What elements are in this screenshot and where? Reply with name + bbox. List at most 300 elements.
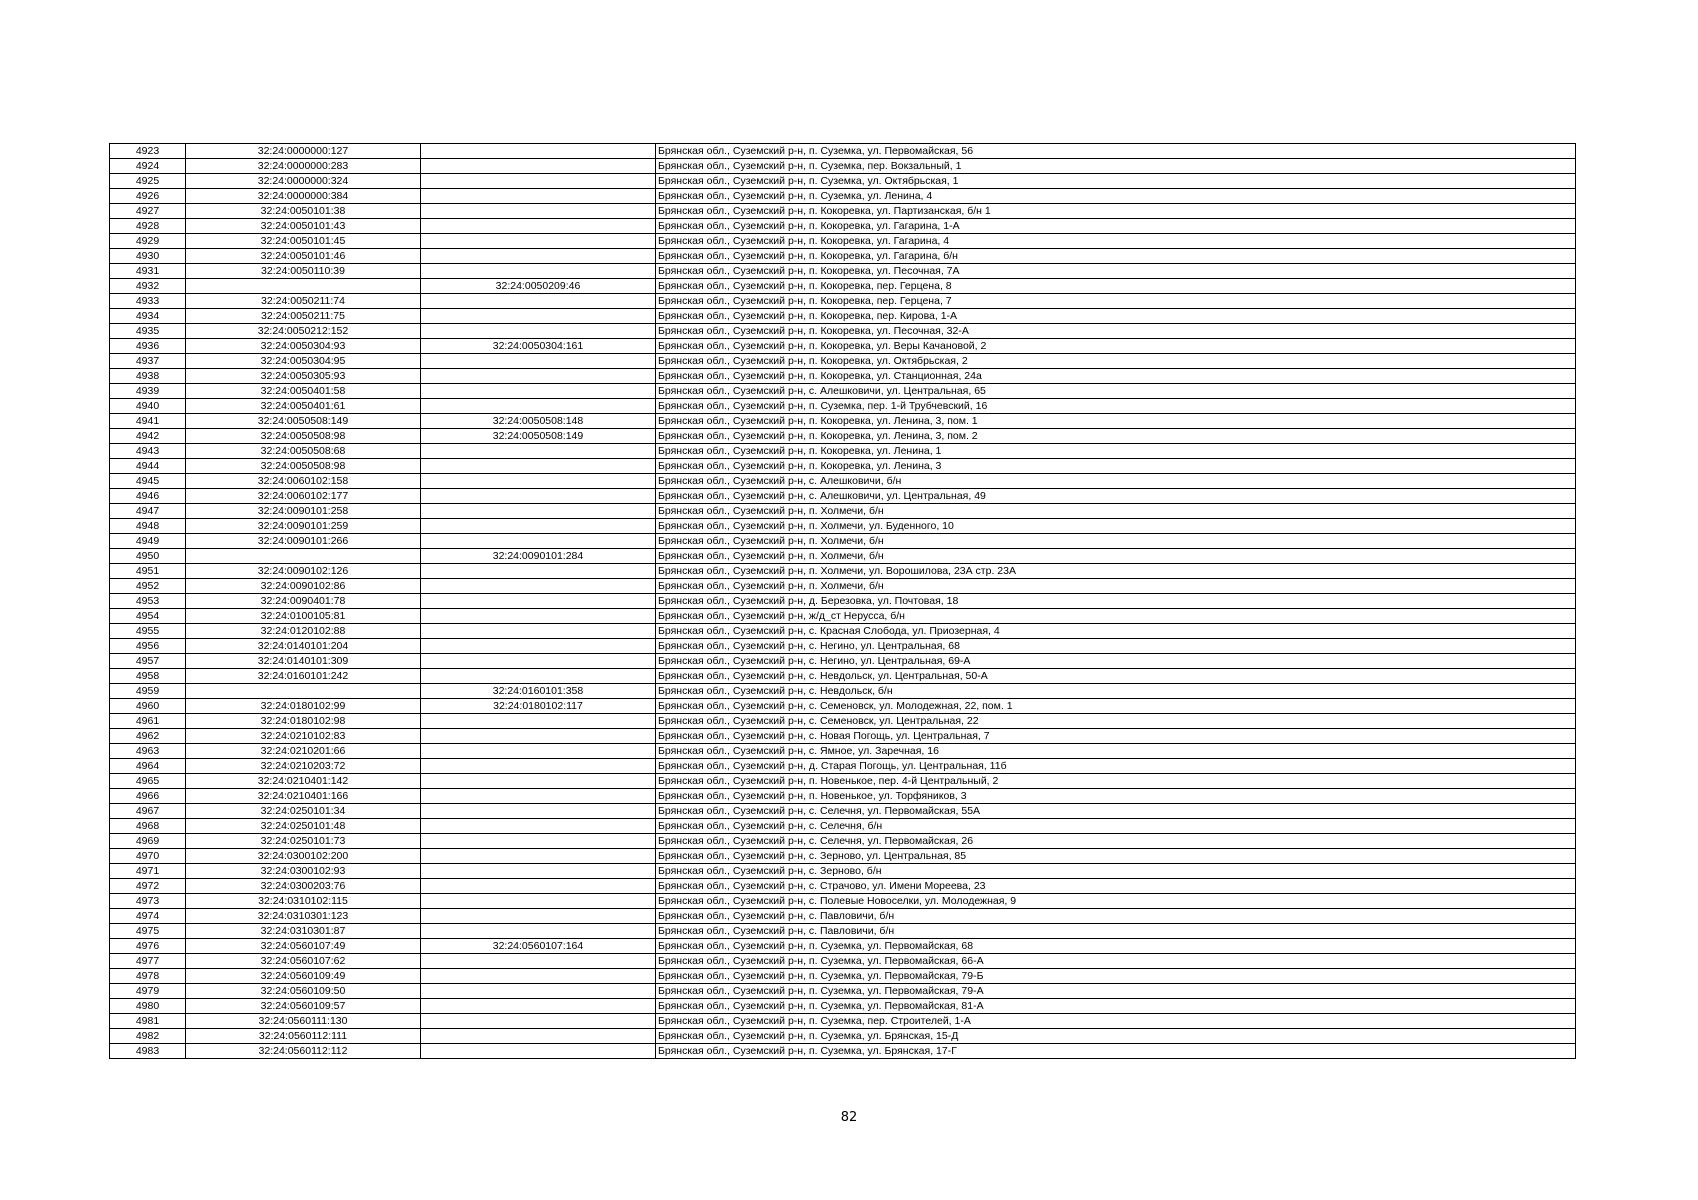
row-number-cell: 4923 [110, 144, 186, 159]
address-cell: Брянская обл., Суземский р-н, п. Кокоревка, ул. Ленина, 3 [656, 459, 1576, 474]
cadastral-number-cell: 32:24:0050101:46 [186, 249, 421, 264]
cadastral-number-cell: 32:24:0050110:39 [186, 264, 421, 279]
table-row [110, 564, 1576, 579]
row-number-cell: 4966 [110, 789, 186, 804]
table-row [110, 429, 1576, 444]
table-row [110, 234, 1576, 249]
row-number-cell: 4943 [110, 444, 186, 459]
table-row [110, 969, 1576, 984]
table-row [110, 924, 1576, 939]
address-cell: Брянская обл., Суземский р-н, с. Зерново, б/н [656, 864, 1576, 879]
address-cell: Брянская обл., Суземский р-н, с. Селечня, б/н [656, 819, 1576, 834]
table-row [110, 174, 1576, 189]
related-cadastral-number-cell [421, 234, 656, 249]
table-row [110, 609, 1576, 624]
cadastral-number-cell: 32:24:0050401:58 [186, 384, 421, 399]
related-cadastral-number-cell [421, 504, 656, 519]
cadastral-number-cell: 32:24:0140101:204 [186, 639, 421, 654]
row-number-cell: 4930 [110, 249, 186, 264]
related-cadastral-number-cell [421, 639, 656, 654]
address-cell: Брянская обл., Суземский р-н, с. Зерново, ул. Центральная, 85 [656, 849, 1576, 864]
table-row [110, 414, 1576, 429]
table-row [110, 639, 1576, 654]
related-cadastral-number-cell [421, 744, 656, 759]
cadastral-number-cell [186, 549, 421, 564]
cadastral-number-cell: 32:24:0090101:258 [186, 504, 421, 519]
related-cadastral-number-cell [421, 624, 656, 639]
table-row [110, 204, 1576, 219]
related-cadastral-number-cell [421, 264, 656, 279]
cadastral-number-cell: 32:24:0210203:72 [186, 759, 421, 774]
related-cadastral-number-cell [421, 714, 656, 729]
address-cell: Брянская обл., Суземский р-н, с. Негино, ул. Центральная, 69-А [656, 654, 1576, 669]
address-cell: Брянская обл., Суземский р-н, п. Суземка, пер. Вокзальный, 1 [656, 159, 1576, 174]
address-cell: Брянская обл., Суземский р-н, п. Суземка, ул. Первомайская, 56 [656, 144, 1576, 159]
address-cell: Брянская обл., Суземский р-н, п. Кокоревка, ул. Октябрьская, 2 [656, 354, 1576, 369]
table-row [110, 144, 1576, 159]
row-number-cell: 4936 [110, 339, 186, 354]
row-number-cell: 4971 [110, 864, 186, 879]
cadastral-number-cell: 32:24:0300102:200 [186, 849, 421, 864]
table-row [110, 504, 1576, 519]
cadastral-number-cell: 32:24:0090102:86 [186, 579, 421, 594]
address-cell: Брянская обл., Суземский р-н, п. Кокоревка, ул. Песочная, 7А [656, 264, 1576, 279]
cadastral-number-cell: 32:24:0050304:93 [186, 339, 421, 354]
row-number-cell: 4958 [110, 669, 186, 684]
row-number-cell: 4959 [110, 684, 186, 699]
related-cadastral-number-cell [421, 384, 656, 399]
address-cell: Брянская обл., Суземский р-н, п. Холмечи, ул. Буденного, 10 [656, 519, 1576, 534]
cadastral-number-cell: 32:24:0090101:259 [186, 519, 421, 534]
cadastral-number-cell: 32:24:0210401:142 [186, 774, 421, 789]
row-number-cell: 4924 [110, 159, 186, 174]
address-cell: Брянская обл., Суземский р-н, с. Полевые Новоселки, ул. Молодежная, 9 [656, 894, 1576, 909]
cadastral-number-cell: 32:24:0560109:57 [186, 999, 421, 1014]
row-number-cell: 4935 [110, 324, 186, 339]
related-cadastral-number-cell [421, 249, 656, 264]
table-row [110, 324, 1576, 339]
cadastral-number-cell: 32:24:0000000:384 [186, 189, 421, 204]
table-row [110, 1044, 1576, 1059]
row-number-cell: 4947 [110, 504, 186, 519]
address-cell: Брянская обл., Суземский р-н, п. Холмечи, ул. Ворошилова, 23А стр. 23А [656, 564, 1576, 579]
row-number-cell: 4965 [110, 774, 186, 789]
address-cell: Брянская обл., Суземский р-н, п. Кокоревка, ул. Ленина, 3, пом. 1 [656, 414, 1576, 429]
address-cell: Брянская обл., Суземский р-н, п. Кокоревка, пер. Герцена, 7 [656, 294, 1576, 309]
page-number: 82 [840, 1110, 858, 1125]
address-cell: Брянская обл., Суземский р-н, п. Кокоревка, ул. Станционная, 24а [656, 369, 1576, 384]
property-table [109, 143, 1576, 1059]
cadastral-number-cell: 32:24:0000000:324 [186, 174, 421, 189]
cadastral-number-cell: 32:24:0050212:152 [186, 324, 421, 339]
row-number-cell: 4945 [110, 474, 186, 489]
address-cell: Брянская обл., Суземский р-н, п. Новенькое, ул. Торфяников, 3 [656, 789, 1576, 804]
address-cell: Брянская обл., Суземский р-н, с. Семеновск, ул. Молодежная, 22, пом. 1 [656, 699, 1576, 714]
address-cell: Брянская обл., Суземский р-н, с. Красная Слобода, ул. Приозерная, 4 [656, 624, 1576, 639]
related-cadastral-number-cell [421, 759, 656, 774]
related-cadastral-number-cell [421, 924, 656, 939]
cadastral-number-cell: 32:24:0560109:49 [186, 969, 421, 984]
related-cadastral-number-cell [421, 489, 656, 504]
table-row [110, 519, 1576, 534]
address-cell: Брянская обл., Суземский р-н, п. Кокоревка, пер. Кирова, 1-А [656, 309, 1576, 324]
related-cadastral-number-cell [421, 459, 656, 474]
cadastral-number-cell: 32:24:0300102:93 [186, 864, 421, 879]
related-cadastral-number-cell [421, 1044, 656, 1059]
table-row [110, 444, 1576, 459]
related-cadastral-number-cell [421, 324, 656, 339]
cadastral-number-cell: 32:24:0050211:75 [186, 309, 421, 324]
table-row [110, 264, 1576, 279]
related-cadastral-number-cell: 32:24:0560107:164 [421, 939, 656, 954]
table-row [110, 894, 1576, 909]
related-cadastral-number-cell [421, 879, 656, 894]
related-cadastral-number-cell [421, 294, 656, 309]
table-row [110, 714, 1576, 729]
cadastral-number-cell: 32:24:0090102:126 [186, 564, 421, 579]
address-cell: Брянская обл., Суземский р-н, п. Суземка, пер. 1-й Трубчевский, 16 [656, 399, 1576, 414]
address-cell: Брянская обл., Суземский р-н, с. Алешковичи, ул. Центральная, 49 [656, 489, 1576, 504]
table-row [110, 984, 1576, 999]
related-cadastral-number-cell [421, 804, 656, 819]
related-cadastral-number-cell [421, 189, 656, 204]
row-number-cell: 4946 [110, 489, 186, 504]
related-cadastral-number-cell [421, 789, 656, 804]
table-row [110, 384, 1576, 399]
address-cell: Брянская обл., Суземский р-н, п. Холмечи, б/н [656, 534, 1576, 549]
row-number-cell: 4979 [110, 984, 186, 999]
related-cadastral-number-cell [421, 1029, 656, 1044]
table-row [110, 954, 1576, 969]
address-cell: Брянская обл., Суземский р-н, п. Суземка, ул. Первомайская, 81-А [656, 999, 1576, 1014]
row-number-cell: 4977 [110, 954, 186, 969]
address-cell: Брянская обл., Суземский р-н, п. Суземка, ул. Первомайская, 66-А [656, 954, 1576, 969]
address-cell: Брянская обл., Суземский р-н, п. Кокоревка, пер. Герцена, 8 [656, 279, 1576, 294]
address-cell: Брянская обл., Суземский р-н, с. Невдольск, ул. Центральная, 50-А [656, 669, 1576, 684]
address-cell: Брянская обл., Суземский р-н, с. Павловичи, б/н [656, 909, 1576, 924]
row-number-cell: 4962 [110, 729, 186, 744]
row-number-cell: 4937 [110, 354, 186, 369]
cadastral-number-cell: 32:24:0300203:76 [186, 879, 421, 894]
address-cell: Брянская обл., Суземский р-н, д. Старая Погощь, ул. Центральная, 11б [656, 759, 1576, 774]
address-cell: Брянская обл., Суземский р-н, п. Кокоревка, ул. Песочная, 32-А [656, 324, 1576, 339]
table-row [110, 279, 1576, 294]
address-cell: Брянская обл., Суземский р-н, п. Суземка, ул. Первомайская, 68 [656, 939, 1576, 954]
address-cell: Брянская обл., Суземский р-н, п. Кокоревка, ул. Партизанская, б/н 1 [656, 204, 1576, 219]
cadastral-number-cell: 32:24:0090101:266 [186, 534, 421, 549]
related-cadastral-number-cell [421, 1014, 656, 1029]
cadastral-number-cell: 32:24:0310301:87 [186, 924, 421, 939]
row-number-cell: 4928 [110, 219, 186, 234]
address-cell: Брянская обл., Суземский р-н, п. Кокоревка, ул. Гагарина, 4 [656, 234, 1576, 249]
table-row [110, 624, 1576, 639]
table-row [110, 774, 1576, 789]
address-cell: Брянская обл., Суземский р-н, с. Страчово, ул. Имени Мореева, 23 [656, 879, 1576, 894]
address-cell: Брянская обл., Суземский р-н, с. Павловичи, б/н [656, 924, 1576, 939]
table-row [110, 804, 1576, 819]
address-cell: Брянская обл., Суземский р-н, п. Суземка, ул. Первомайская, 79-А [656, 984, 1576, 999]
related-cadastral-number-cell [421, 774, 656, 789]
row-number-cell: 4948 [110, 519, 186, 534]
related-cadastral-number-cell [421, 954, 656, 969]
row-number-cell: 4954 [110, 609, 186, 624]
row-number-cell: 4957 [110, 654, 186, 669]
row-number-cell: 4975 [110, 924, 186, 939]
row-number-cell: 4955 [110, 624, 186, 639]
cadastral-number-cell: 32:24:0000000:283 [186, 159, 421, 174]
address-cell: Брянская обл., Суземский р-н, ж/д_ст Нерусса, б/н [656, 609, 1576, 624]
cadastral-number-cell: 32:24:0560112:112 [186, 1044, 421, 1059]
row-number-cell: 4976 [110, 939, 186, 954]
row-number-cell: 4967 [110, 804, 186, 819]
related-cadastral-number-cell [421, 819, 656, 834]
related-cadastral-number-cell: 32:24:0050508:149 [421, 429, 656, 444]
address-cell: Брянская обл., Суземский р-н, п. Суземка, ул. Ленина, 4 [656, 189, 1576, 204]
address-cell: Брянская обл., Суземский р-н, с. Селечня, ул. Первомайская, 55А [656, 804, 1576, 819]
related-cadastral-number-cell [421, 594, 656, 609]
cadastral-number-cell [186, 684, 421, 699]
table-row [110, 549, 1576, 564]
cadastral-number-cell: 32:24:0160101:242 [186, 669, 421, 684]
related-cadastral-number-cell [421, 864, 656, 879]
cadastral-number-cell: 32:24:0210201:66 [186, 744, 421, 759]
table-row [110, 474, 1576, 489]
table-row [110, 369, 1576, 384]
cadastral-number-cell: 32:24:0050304:95 [186, 354, 421, 369]
row-number-cell: 4940 [110, 399, 186, 414]
cadastral-number-cell: 32:24:0050401:61 [186, 399, 421, 414]
table-row [110, 879, 1576, 894]
row-number-cell: 4950 [110, 549, 186, 564]
table-row [110, 864, 1576, 879]
row-number-cell: 4970 [110, 849, 186, 864]
table-row [110, 594, 1576, 609]
row-number-cell: 4972 [110, 879, 186, 894]
address-cell: Брянская обл., Суземский р-н, с. Ямное, ул. Заречная, 16 [656, 744, 1576, 759]
address-cell: Брянская обл., Суземский р-н, с. Алешковичи, б/н [656, 474, 1576, 489]
cadastral-number-cell: 32:24:0100105:81 [186, 609, 421, 624]
address-cell: Брянская обл., Суземский р-н, п. Суземка, ул. Октябрьская, 1 [656, 174, 1576, 189]
related-cadastral-number-cell [421, 204, 656, 219]
related-cadastral-number-cell [421, 894, 656, 909]
row-number-cell: 4939 [110, 384, 186, 399]
row-number-cell: 4925 [110, 174, 186, 189]
address-cell: Брянская обл., Суземский р-н, п. Кокоревка, ул. Ленина, 1 [656, 444, 1576, 459]
related-cadastral-number-cell [421, 579, 656, 594]
cadastral-number-cell: 32:24:0120102:88 [186, 624, 421, 639]
row-number-cell: 4980 [110, 999, 186, 1014]
related-cadastral-number-cell [421, 834, 656, 849]
table-row [110, 1029, 1576, 1044]
table-row [110, 489, 1576, 504]
cadastral-number-cell: 32:24:0050101:38 [186, 204, 421, 219]
table-row [110, 189, 1576, 204]
table-row [110, 699, 1576, 714]
related-cadastral-number-cell [421, 984, 656, 999]
related-cadastral-number-cell [421, 909, 656, 924]
cadastral-number-cell: 32:24:0140101:309 [186, 654, 421, 669]
row-number-cell: 4981 [110, 1014, 186, 1029]
cadastral-number-cell: 32:24:0050508:149 [186, 414, 421, 429]
cadastral-number-cell: 32:24:0050508:98 [186, 429, 421, 444]
related-cadastral-number-cell [421, 669, 656, 684]
row-number-cell: 4941 [110, 414, 186, 429]
related-cadastral-number-cell [421, 969, 656, 984]
table-row [110, 909, 1576, 924]
cadastral-number-cell: 32:24:0180102:98 [186, 714, 421, 729]
cadastral-number-cell: 32:24:0050101:43 [186, 219, 421, 234]
row-number-cell: 4956 [110, 639, 186, 654]
row-number-cell: 4969 [110, 834, 186, 849]
row-number-cell: 4953 [110, 594, 186, 609]
row-number-cell: 4983 [110, 1044, 186, 1059]
related-cadastral-number-cell [421, 444, 656, 459]
row-number-cell: 4942 [110, 429, 186, 444]
address-cell: Брянская обл., Суземский р-н, с. Невдольск, б/н [656, 684, 1576, 699]
table-row [110, 744, 1576, 759]
cadastral-number-cell: 32:24:0090401:78 [186, 594, 421, 609]
cadastral-number-cell: 32:24:0000000:127 [186, 144, 421, 159]
row-number-cell: 4961 [110, 714, 186, 729]
related-cadastral-number-cell: 32:24:0050209:46 [421, 279, 656, 294]
related-cadastral-number-cell [421, 309, 656, 324]
address-cell: Брянская обл., Суземский р-н, п. Холмечи, б/н [656, 504, 1576, 519]
row-number-cell: 4931 [110, 264, 186, 279]
related-cadastral-number-cell [421, 399, 656, 414]
cadastral-number-cell: 32:24:0310301:123 [186, 909, 421, 924]
table-row [110, 729, 1576, 744]
related-cadastral-number-cell [421, 144, 656, 159]
address-cell: Брянская обл., Суземский р-н, п. Кокоревка, ул. Ленина, 3, пом. 2 [656, 429, 1576, 444]
cadastral-number-cell: 32:24:0060102:158 [186, 474, 421, 489]
related-cadastral-number-cell [421, 519, 656, 534]
table-row [110, 669, 1576, 684]
row-number-cell: 4952 [110, 579, 186, 594]
related-cadastral-number-cell [421, 654, 656, 669]
address-cell: Брянская обл., Суземский р-н, с. Новая Погощь, ул. Центральная, 7 [656, 729, 1576, 744]
address-cell: Брянская обл., Суземский р-н, п. Холмечи, б/н [656, 549, 1576, 564]
address-cell: Брянская обл., Суземский р-н, п. Кокоревка, ул. Гагарина, б/н [656, 249, 1576, 264]
related-cadastral-number-cell [421, 729, 656, 744]
related-cadastral-number-cell [421, 159, 656, 174]
row-number-cell: 4964 [110, 759, 186, 774]
address-cell: Брянская обл., Суземский р-н, п. Суземка, ул. Первомайская, 79-Б [656, 969, 1576, 984]
address-cell: Брянская обл., Суземский р-н, д. Березовка, ул. Почтовая, 18 [656, 594, 1576, 609]
table-row [110, 159, 1576, 174]
table-row [110, 849, 1576, 864]
related-cadastral-number-cell [421, 849, 656, 864]
cadastral-number-cell: 32:24:0210401:166 [186, 789, 421, 804]
cadastral-number-cell: 32:24:0250101:48 [186, 819, 421, 834]
table-row [110, 459, 1576, 474]
related-cadastral-number-cell: 32:24:0050508:148 [421, 414, 656, 429]
row-number-cell: 4960 [110, 699, 186, 714]
related-cadastral-number-cell [421, 354, 656, 369]
row-number-cell: 4944 [110, 459, 186, 474]
cadastral-number-cell: 32:24:0560107:49 [186, 939, 421, 954]
related-cadastral-number-cell [421, 369, 656, 384]
table-row [110, 579, 1576, 594]
related-cadastral-number-cell [421, 174, 656, 189]
table-row [110, 834, 1576, 849]
row-number-cell: 4933 [110, 294, 186, 309]
address-cell: Брянская обл., Суземский р-н, с. Семеновск, ул. Центральная, 22 [656, 714, 1576, 729]
row-number-cell: 4974 [110, 909, 186, 924]
row-number-cell: 4963 [110, 744, 186, 759]
address-cell: Брянская обл., Суземский р-н, п. Суземка, ул. Брянская, 17-Г [656, 1044, 1576, 1059]
table-row [110, 249, 1576, 264]
cadastral-number-cell: 32:24:0250101:34 [186, 804, 421, 819]
address-cell: Брянская обл., Суземский р-н, п. Холмечи, б/н [656, 579, 1576, 594]
row-number-cell: 4938 [110, 369, 186, 384]
cadastral-number-cell: 32:24:0560109:50 [186, 984, 421, 999]
address-cell: Брянская обл., Суземский р-н, с. Негино, ул. Центральная, 68 [656, 639, 1576, 654]
table-row [110, 399, 1576, 414]
related-cadastral-number-cell: 32:24:0160101:358 [421, 684, 656, 699]
table-row [110, 1014, 1576, 1029]
cadastral-number-cell: 32:24:0560111:130 [186, 1014, 421, 1029]
address-cell: Брянская обл., Суземский р-н, п. Кокоревка, ул. Гагарина, 1-А [656, 219, 1576, 234]
table-row [110, 294, 1576, 309]
related-cadastral-number-cell: 32:24:0180102:117 [421, 699, 656, 714]
address-cell: Брянская обл., Суземский р-н, п. Кокоревка, ул. Веры Качановой, 2 [656, 339, 1576, 354]
table-row [110, 939, 1576, 954]
address-cell: Брянская обл., Суземский р-н, с. Алешковичи, ул. Центральная, 65 [656, 384, 1576, 399]
row-number-cell: 4927 [110, 204, 186, 219]
related-cadastral-number-cell: 32:24:0090101:284 [421, 549, 656, 564]
cadastral-number-cell: 32:24:0210102:83 [186, 729, 421, 744]
table-row [110, 789, 1576, 804]
row-number-cell: 4968 [110, 819, 186, 834]
address-cell: Брянская обл., Суземский р-н, п. Суземка, пер. Строителей, 1-А [656, 1014, 1576, 1029]
row-number-cell: 4929 [110, 234, 186, 249]
table-row [110, 309, 1576, 324]
row-number-cell: 4978 [110, 969, 186, 984]
address-cell: Брянская обл., Суземский р-н, с. Селечня, ул. Первомайская, 26 [656, 834, 1576, 849]
table-row [110, 819, 1576, 834]
table-row [110, 354, 1576, 369]
related-cadastral-number-cell: 32:24:0050304:161 [421, 339, 656, 354]
cadastral-number-cell: 32:24:0060102:177 [186, 489, 421, 504]
address-cell: Брянская обл., Суземский р-н, п. Новенькое, пер. 4-й Центральный, 2 [656, 774, 1576, 789]
related-cadastral-number-cell [421, 609, 656, 624]
table-row [110, 684, 1576, 699]
related-cadastral-number-cell [421, 534, 656, 549]
cadastral-number-cell: 32:24:0050508:98 [186, 459, 421, 474]
cadastral-number-cell [186, 279, 421, 294]
row-number-cell: 4934 [110, 309, 186, 324]
cadastral-number-cell: 32:24:0180102:99 [186, 699, 421, 714]
cadastral-number-cell: 32:24:0050305:93 [186, 369, 421, 384]
cadastral-number-cell: 32:24:0250101:73 [186, 834, 421, 849]
cadastral-number-cell: 32:24:0050211:74 [186, 294, 421, 309]
row-number-cell: 4951 [110, 564, 186, 579]
table-row [110, 999, 1576, 1014]
table-row [110, 759, 1576, 774]
cadastral-number-cell: 32:24:0560107:62 [186, 954, 421, 969]
related-cadastral-number-cell [421, 564, 656, 579]
row-number-cell: 4973 [110, 894, 186, 909]
table-row [110, 654, 1576, 669]
cadastral-number-cell: 32:24:0050508:68 [186, 444, 421, 459]
table-row [110, 219, 1576, 234]
table-body [110, 144, 1576, 1059]
row-number-cell: 4932 [110, 279, 186, 294]
cadastral-number-cell: 32:24:0560112:111 [186, 1029, 421, 1044]
address-cell: Брянская обл., Суземский р-н, п. Суземка, ул. Брянская, 15-Д [656, 1029, 1576, 1044]
related-cadastral-number-cell [421, 474, 656, 489]
row-number-cell: 4949 [110, 534, 186, 549]
